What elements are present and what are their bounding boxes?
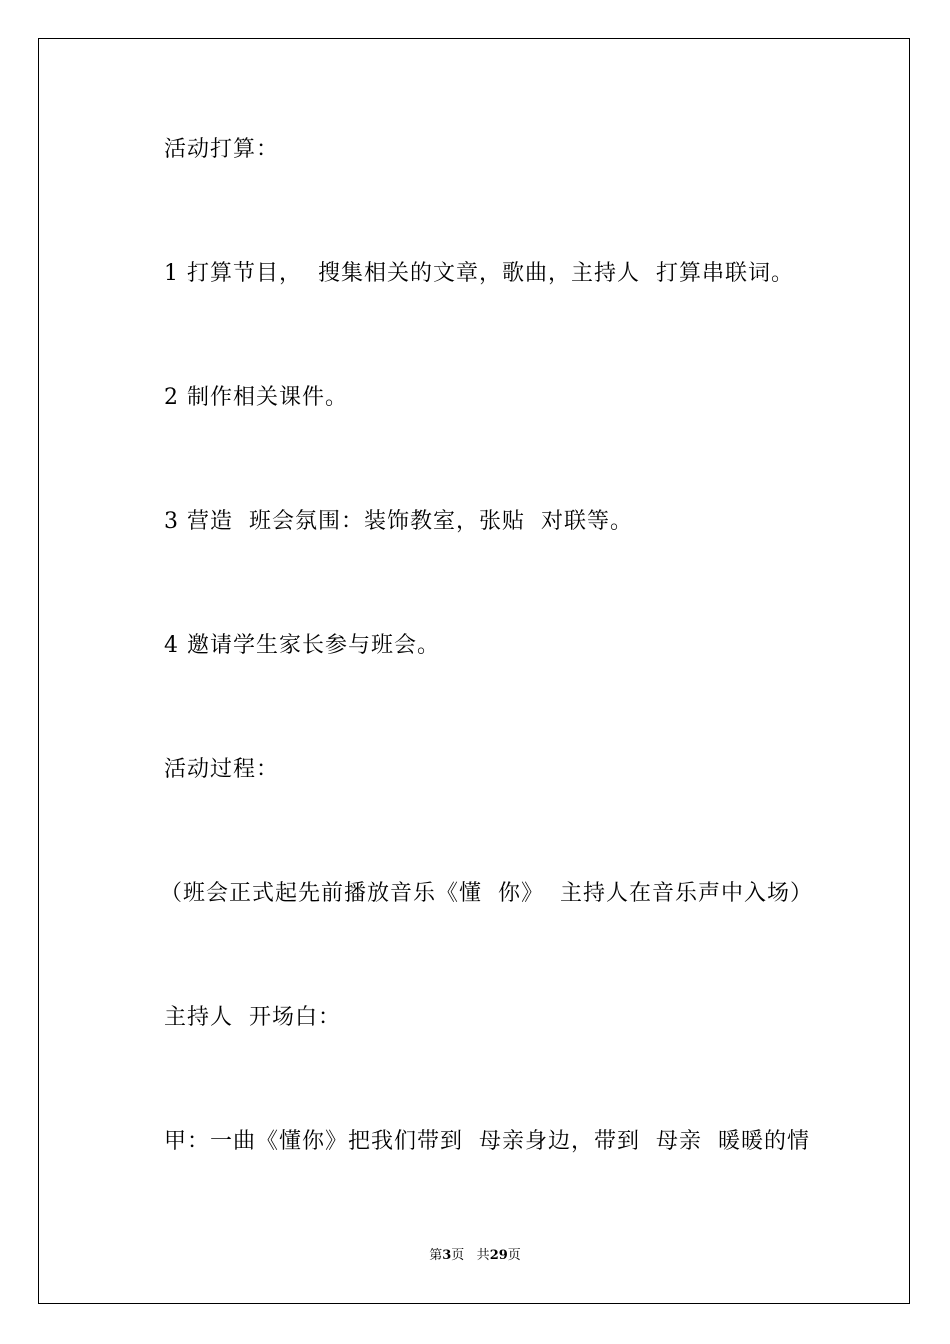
paragraph-activity-plan-heading: 活动打算： [164, 137, 280, 162]
footer-page-number: 3 [442, 1248, 452, 1263]
footer-total-prefix: 共 [476, 1248, 490, 1263]
page-border [38, 38, 910, 1304]
paragraph-plan-item-3: 3 营造 班会氛围：装饰教室，张贴 对联等。 [164, 509, 633, 534]
paragraph-plan-item-2: 2 制作相关课件。 [164, 385, 348, 410]
page-footer [0, 1248, 950, 1264]
footer-total-pages: 29 [489, 1248, 508, 1263]
paragraph-host-opening-heading: 主持人 开场白： [164, 1005, 341, 1030]
paragraph-activity-process-heading: 活动过程： [164, 757, 280, 782]
paragraph-plan-item-1: 1 打算节目， 搜集相关的文章，歌曲，主持人 打算串联词。 [164, 261, 794, 286]
paragraph-plan-item-4: 4 邀请学生家长参与班会。 [164, 633, 440, 658]
paragraph-host-a-line: 甲：一曲《懂你》把我们带到 母亲身边，带到 母亲 暖暖的情 [164, 1129, 810, 1154]
footer-total-suffix: 页 [507, 1248, 521, 1263]
footer-page-suffix: 页 [451, 1248, 465, 1263]
paragraph-stage-direction: （班会正式起先前播放音乐《懂 你》 主持人在音乐声中入场） [160, 881, 813, 906]
footer-page-prefix: 第 [429, 1248, 443, 1263]
